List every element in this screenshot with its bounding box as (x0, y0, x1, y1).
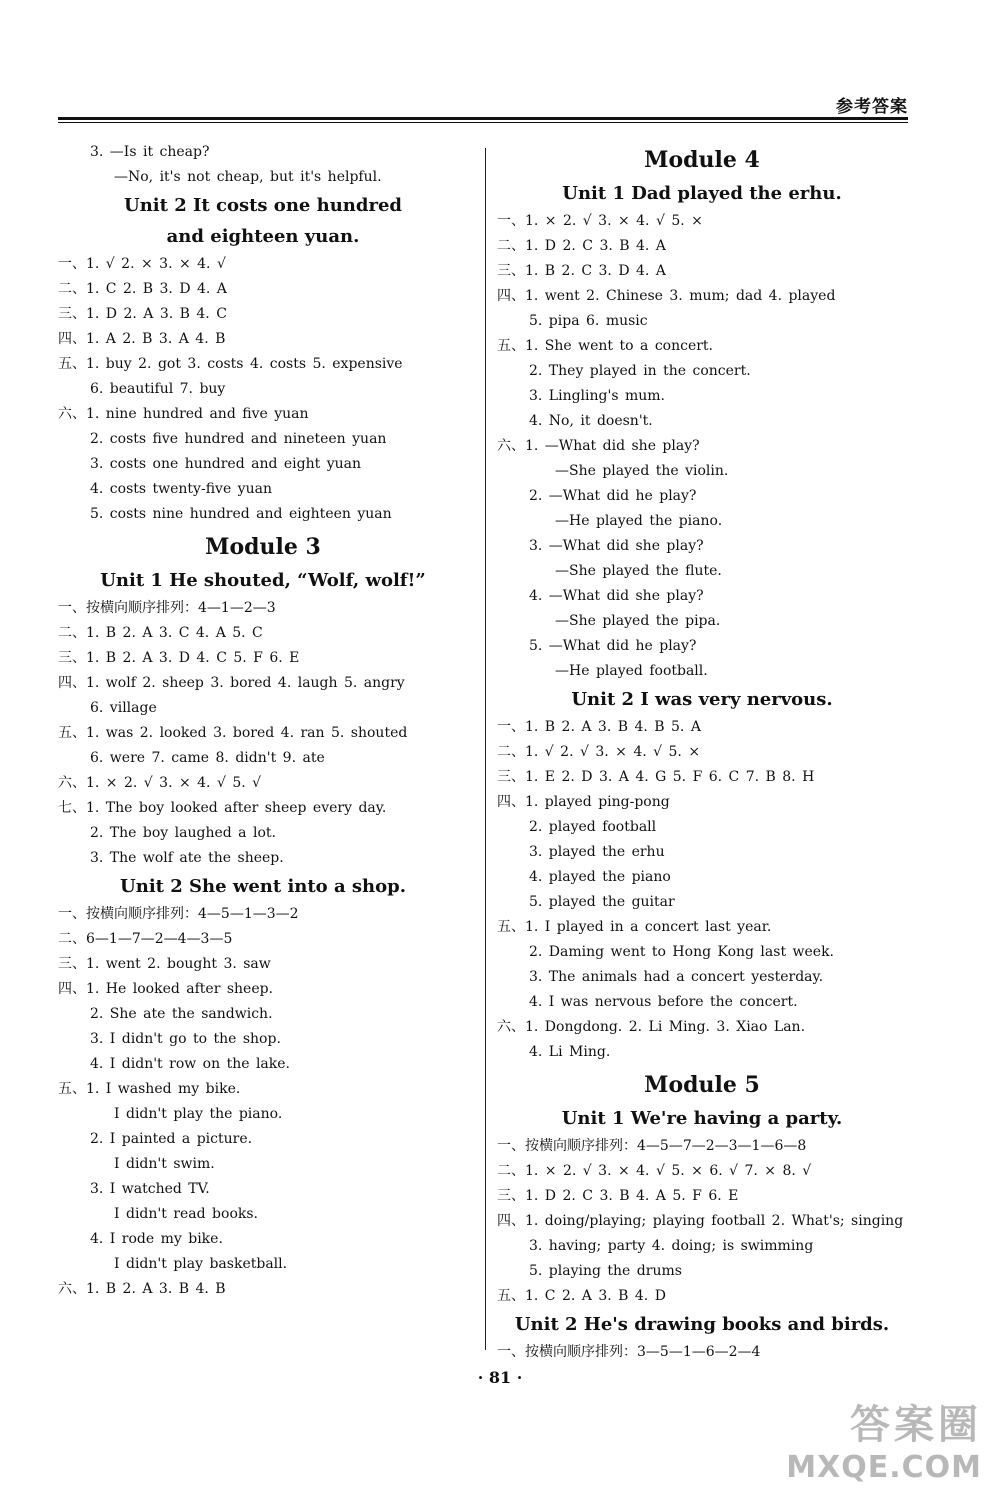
page-number: · 81 · (477, 1368, 523, 1387)
answer-line: 2. Daming went to Hong Kong last week. (529, 944, 835, 960)
answer-line: 3. The animals had a concert yesterday. (529, 969, 824, 985)
answer-line: 6. beautiful 7. buy (90, 381, 226, 397)
answer-line: 6. were 7. came 8. didn't 9. ate (90, 750, 325, 766)
answer-line: —She played the violin. (555, 463, 729, 479)
header-rule-thick (58, 117, 908, 120)
answer-line: 二、1. × 2. √ 3. × 4. √ 5. × 6. √ 7. × 8. √ (497, 1163, 812, 1179)
answer-line: I didn't play basketball. (114, 1256, 288, 1272)
unit-heading: Unit 2 She went into a shop. (120, 876, 406, 897)
answer-line: 五、1. C 2. A 3. B 4. D (497, 1288, 666, 1304)
answer-line: 3. Lingling's mum. (529, 388, 665, 404)
right-column (497, 140, 907, 1365)
answer-line: 3. having; party 4. doing; is swimming (529, 1238, 814, 1254)
answer-line: 2. —What did he play? (529, 488, 697, 504)
answer-line: 一、1. B 2. A 3. B 4. B 5. A (497, 719, 701, 735)
answer-line: 5. —What did he play? (529, 638, 697, 654)
answer-line: 三、1. E 2. D 3. A 4. G 5. F 6. C 7. B 8. H (497, 769, 815, 785)
answer-line: 3. I watched TV. (90, 1181, 210, 1197)
answer-line: 4. Li Ming. (529, 1044, 611, 1060)
answer-line: 四、1. went 2. Chinese 3. mum; dad 4. played (497, 288, 836, 304)
answer-line: —She played the flute. (555, 563, 722, 579)
answer-line: 二、1. D 2. C 3. B 4. A (497, 238, 666, 254)
answer-line: 5. played the guitar (529, 894, 675, 910)
answer-line: —He played the piano. (555, 513, 723, 529)
answer-line: —She played the pipa. (555, 613, 721, 629)
answer-line: 一、按横向顺序排列：3—5—1—6—2—4 (497, 1344, 761, 1360)
answer-line: 六、1. × 2. √ 3. × 4. √ 5. √ (58, 775, 262, 791)
answer-line: 四、1. played ping-pong (497, 794, 670, 810)
answer-line: 三、1. went 2. bought 3. saw (58, 956, 271, 972)
answer-line: 3. —What did she play? (529, 538, 704, 554)
answer-line: 三、1. D 2. C 3. B 4. A 5. F 6. E (497, 1188, 739, 1204)
answer-line: 4. I didn't row on the lake. (90, 1056, 291, 1072)
answer-line: 四、1. doing/playing; playing football 2. What's; singing (497, 1213, 904, 1229)
answer-line: 六、1. —What did she play? (497, 438, 700, 454)
answer-line: 3. —Is it cheap? (90, 144, 210, 160)
answer-line: 4. No, it doesn't. (529, 413, 653, 429)
answer-line: 4. I rode my bike. (90, 1231, 223, 1247)
answer-line: 6. village (90, 700, 157, 716)
answer-line: 3. costs one hundred and eight yuan (90, 456, 361, 472)
answer-line: 3. played the erhu (529, 844, 665, 860)
unit-heading: and eighteen yuan. (166, 226, 360, 247)
running-header-title: 参考答案 (836, 97, 908, 117)
answer-line: —No, it's not cheap, but it's helpful. (114, 169, 382, 185)
answer-line: 三、1. D 2. A 3. B 4. C (58, 306, 227, 322)
answer-line: 五、1. I washed my bike. (58, 1081, 241, 1097)
answer-line: 一、1. √ 2. × 3. × 4. √ (58, 256, 226, 272)
watermark-en: MXQE.COM (786, 1450, 982, 1485)
unit-heading: Unit 2 It costs one hundred (124, 195, 402, 216)
answer-line: 四、1. wolf 2. sheep 3. bored 4. laugh 5. angry (58, 675, 405, 691)
answer-line: 一、按横向顺序排列：4—5—1—3—2 (58, 906, 299, 922)
answer-line: 三、1. B 2. C 3. D 4. A (497, 263, 666, 279)
answer-line: 4. played the piano (529, 869, 671, 885)
answer-line: I didn't swim. (114, 1156, 215, 1172)
unit-heading: Unit 1 He shouted, “Wolf, wolf!” (100, 570, 426, 591)
answer-line: 六、1. B 2. A 3. B 4. B (58, 1281, 226, 1297)
answer-line: 3. I didn't go to the shop. (90, 1031, 281, 1047)
answer-line: 五、1. was 2. looked 3. bored 4. ran 5. shouted (58, 725, 408, 741)
answer-line: —He played football. (555, 663, 708, 679)
header-rule-thin (58, 122, 908, 123)
answer-line: 四、1. He looked after sheep. (58, 981, 274, 997)
answer-line: I didn't play the piano. (114, 1106, 283, 1122)
answer-line: 一、1. × 2. √ 3. × 4. √ 5. × (497, 213, 703, 229)
module-heading: Module 3 (205, 534, 321, 560)
answer-line: 5. costs nine hundred and eighteen yuan (90, 506, 392, 522)
answer-line: 4. costs twenty-five yuan (90, 481, 272, 497)
watermark-cn: 答案圈 (850, 1402, 982, 1448)
answer-line: 七、1. The boy looked after sheep every day. (58, 800, 387, 816)
module-heading: Module 4 (644, 147, 760, 173)
answer-line: 4. —What did she play? (529, 588, 704, 604)
watermark (786, 1393, 982, 1485)
answer-line: 2. They played in the concert. (529, 363, 751, 379)
answer-line: 2. costs five hundred and nineteen yuan (90, 431, 387, 447)
answer-line: I didn't read books. (114, 1206, 258, 1222)
answer-line: 二、1. C 2. B 3. D 4. A (58, 281, 227, 297)
answer-line: 二、1. B 2. A 3. C 4. A 5. C (58, 625, 263, 641)
answer-line: 2. played football (529, 819, 657, 835)
answer-line: 二、1. √ 2. √ 3. × 4. √ 5. × (497, 744, 701, 760)
answer-line: 五、1. buy 2. got 3. costs 4. costs 5. expensive (58, 356, 403, 372)
unit-heading: Unit 2 I was very nervous. (571, 689, 833, 710)
answer-line: 二、6—1—7—2—4—3—5 (58, 931, 233, 947)
answer-line: 一、按横向顺序排列：4—1—2—3 (58, 600, 276, 616)
answer-line: 五、1. She went to a concert. (497, 338, 713, 354)
answer-line: 六、1. nine hundred and five yuan (58, 406, 309, 422)
answer-line: 3. The wolf ate the sheep. (90, 850, 284, 866)
unit-heading: Unit 2 He's drawing books and birds. (514, 1314, 890, 1335)
answer-line: 2. She ate the sandwich. (90, 1006, 273, 1022)
unit-heading: Unit 1 Dad played the erhu. (562, 183, 842, 204)
answer-line: 五、1. I played in a concert last year. (497, 919, 772, 935)
column-divider (485, 148, 486, 1350)
module-heading: Module 5 (644, 1072, 760, 1098)
answer-line: 4. I was nervous before the concert. (529, 994, 798, 1010)
answer-line: 四、1. A 2. B 3. A 4. B (58, 331, 226, 347)
answer-line: 5. playing the drums (529, 1263, 682, 1279)
answer-line: 2. The boy laughed a lot. (90, 825, 276, 841)
answer-line: 5. pipa 6. music (529, 313, 648, 329)
answer-line: 2. I painted a picture. (90, 1131, 253, 1147)
unit-heading: Unit 1 We're having a party. (561, 1108, 843, 1129)
answer-line: 三、1. B 2. A 3. D 4. C 5. F 6. E (58, 650, 300, 666)
answer-line: 一、按横向顺序排列：4—5—7—2—3—1—6—8 (497, 1138, 807, 1154)
left-column (58, 140, 468, 1302)
answer-line: 六、1. Dongdong. 2. Li Ming. 3. Xiao Lan. (497, 1019, 806, 1035)
